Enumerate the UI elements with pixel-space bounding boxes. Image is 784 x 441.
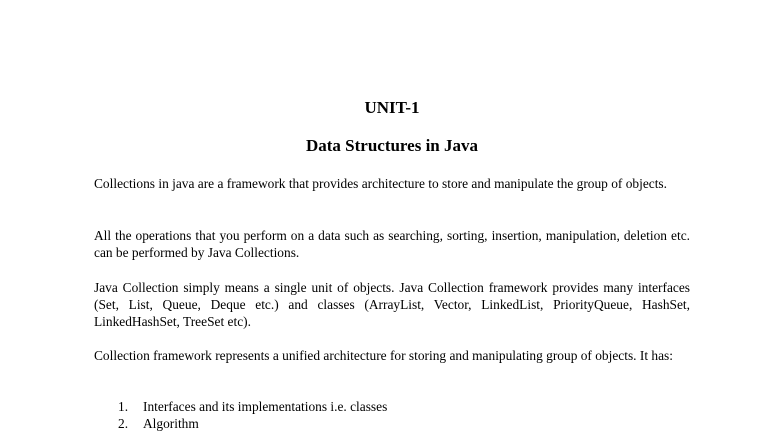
list-item-text: Algorithm (143, 416, 199, 431)
numbered-list (118, 398, 387, 432)
list-item-text: Interfaces and its implementations i.e. classes (143, 399, 388, 414)
list-item (118, 415, 387, 432)
list-item-number: 2. (118, 416, 129, 431)
list-item (118, 398, 387, 415)
paragraph-collections-intro: Collections in java are a framework that provides architecture to store and manipulate the group of objects. (94, 176, 667, 191)
paragraph-unified-architecture: Collection framework represents a unified architecture for storing and manipulating group of objects. It has: (94, 348, 673, 363)
paragraph-operations: All the operations that you perform on a data such as searching, sorting, insertion, manipulation, deletion etc. can be performed by Java Collections. (94, 228, 690, 260)
page-title: Data Structures in Java (305, 136, 479, 155)
paragraph-collection-framework: Java Collection simply means a single unit of objects. Java Collection framework provides many interfaces (Set, List, Queue, Deque etc.) and classes (ArrayList, Vector, LinkedList, PriorityQueue, HashSet, LinkedHashSet, TreeSet etc). (94, 280, 690, 329)
list-item-number: 1. (118, 399, 129, 414)
unit-heading: UNIT-1 (364, 98, 420, 117)
